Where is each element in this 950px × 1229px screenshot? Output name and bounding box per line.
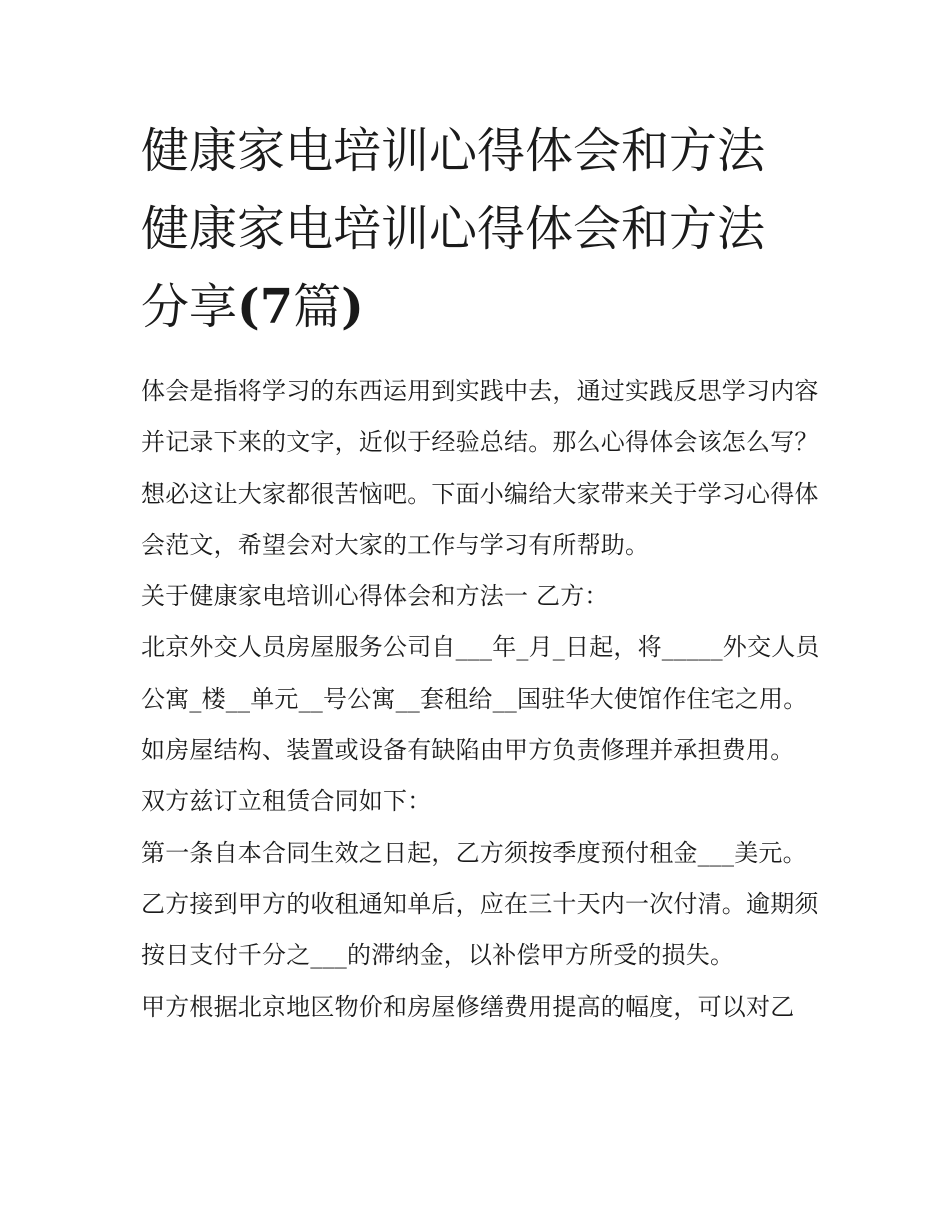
document-page — [141, 112, 821, 1033]
title-line-3-prefix: 分享 — [141, 279, 238, 335]
paragraph-rent-adjustment: 甲方根据北京地区物价和房屋修缮费用提高的幅度，可以对乙 — [141, 992, 795, 1021]
title-line-3-close: ) — [341, 279, 364, 335]
title-line-1: 健康家电培训心得体会和方法 — [141, 123, 766, 179]
title-line-2: 健康家电培训心得体会和方法 — [141, 201, 766, 257]
title-line-3-count: (7 — [237, 279, 294, 335]
title-line-3-suffix: 篇 — [293, 279, 342, 335]
title-line-3 — [141, 268, 821, 346]
paragraph-lease-intro: 北京外交人员房屋服务公司自___年_月_日起，将_____外交人员公寓_楼__单元__号公寓__套租给__国驻华大使馆作住宅之用。如房屋结构、装置或设备有缺陷由甲方负责修理并承担费用。 — [141, 633, 820, 765]
paragraph-intro: 体会是指将学习的东西运用到实践中去，通过实践反思学习内容并记录下来的文字，近似于经验总结。那么心得体会该怎么写？想必这让大家都很苦恼吧。下面小编给大家带来关于学习心得体会范文，希望会对大家的工作与学习有所帮助。 — [141, 377, 819, 559]
paragraph-agreement: 双方兹订立租赁合同如下： — [141, 787, 432, 816]
paragraph-article-1: 第一条自本合同生效之日起，乙方须按季度预付租金___美元。乙方接到甲方的收租通知单后，应在三十天内一次付清。逾期须按日支付千分之___的滞纳金，以补偿甲方所受的损失。 — [141, 838, 819, 970]
document-body — [141, 366, 821, 1033]
paragraph-section-heading: 关于健康家电培训心得体会和方法一 乙方： — [141, 582, 609, 611]
document-title — [141, 112, 821, 346]
